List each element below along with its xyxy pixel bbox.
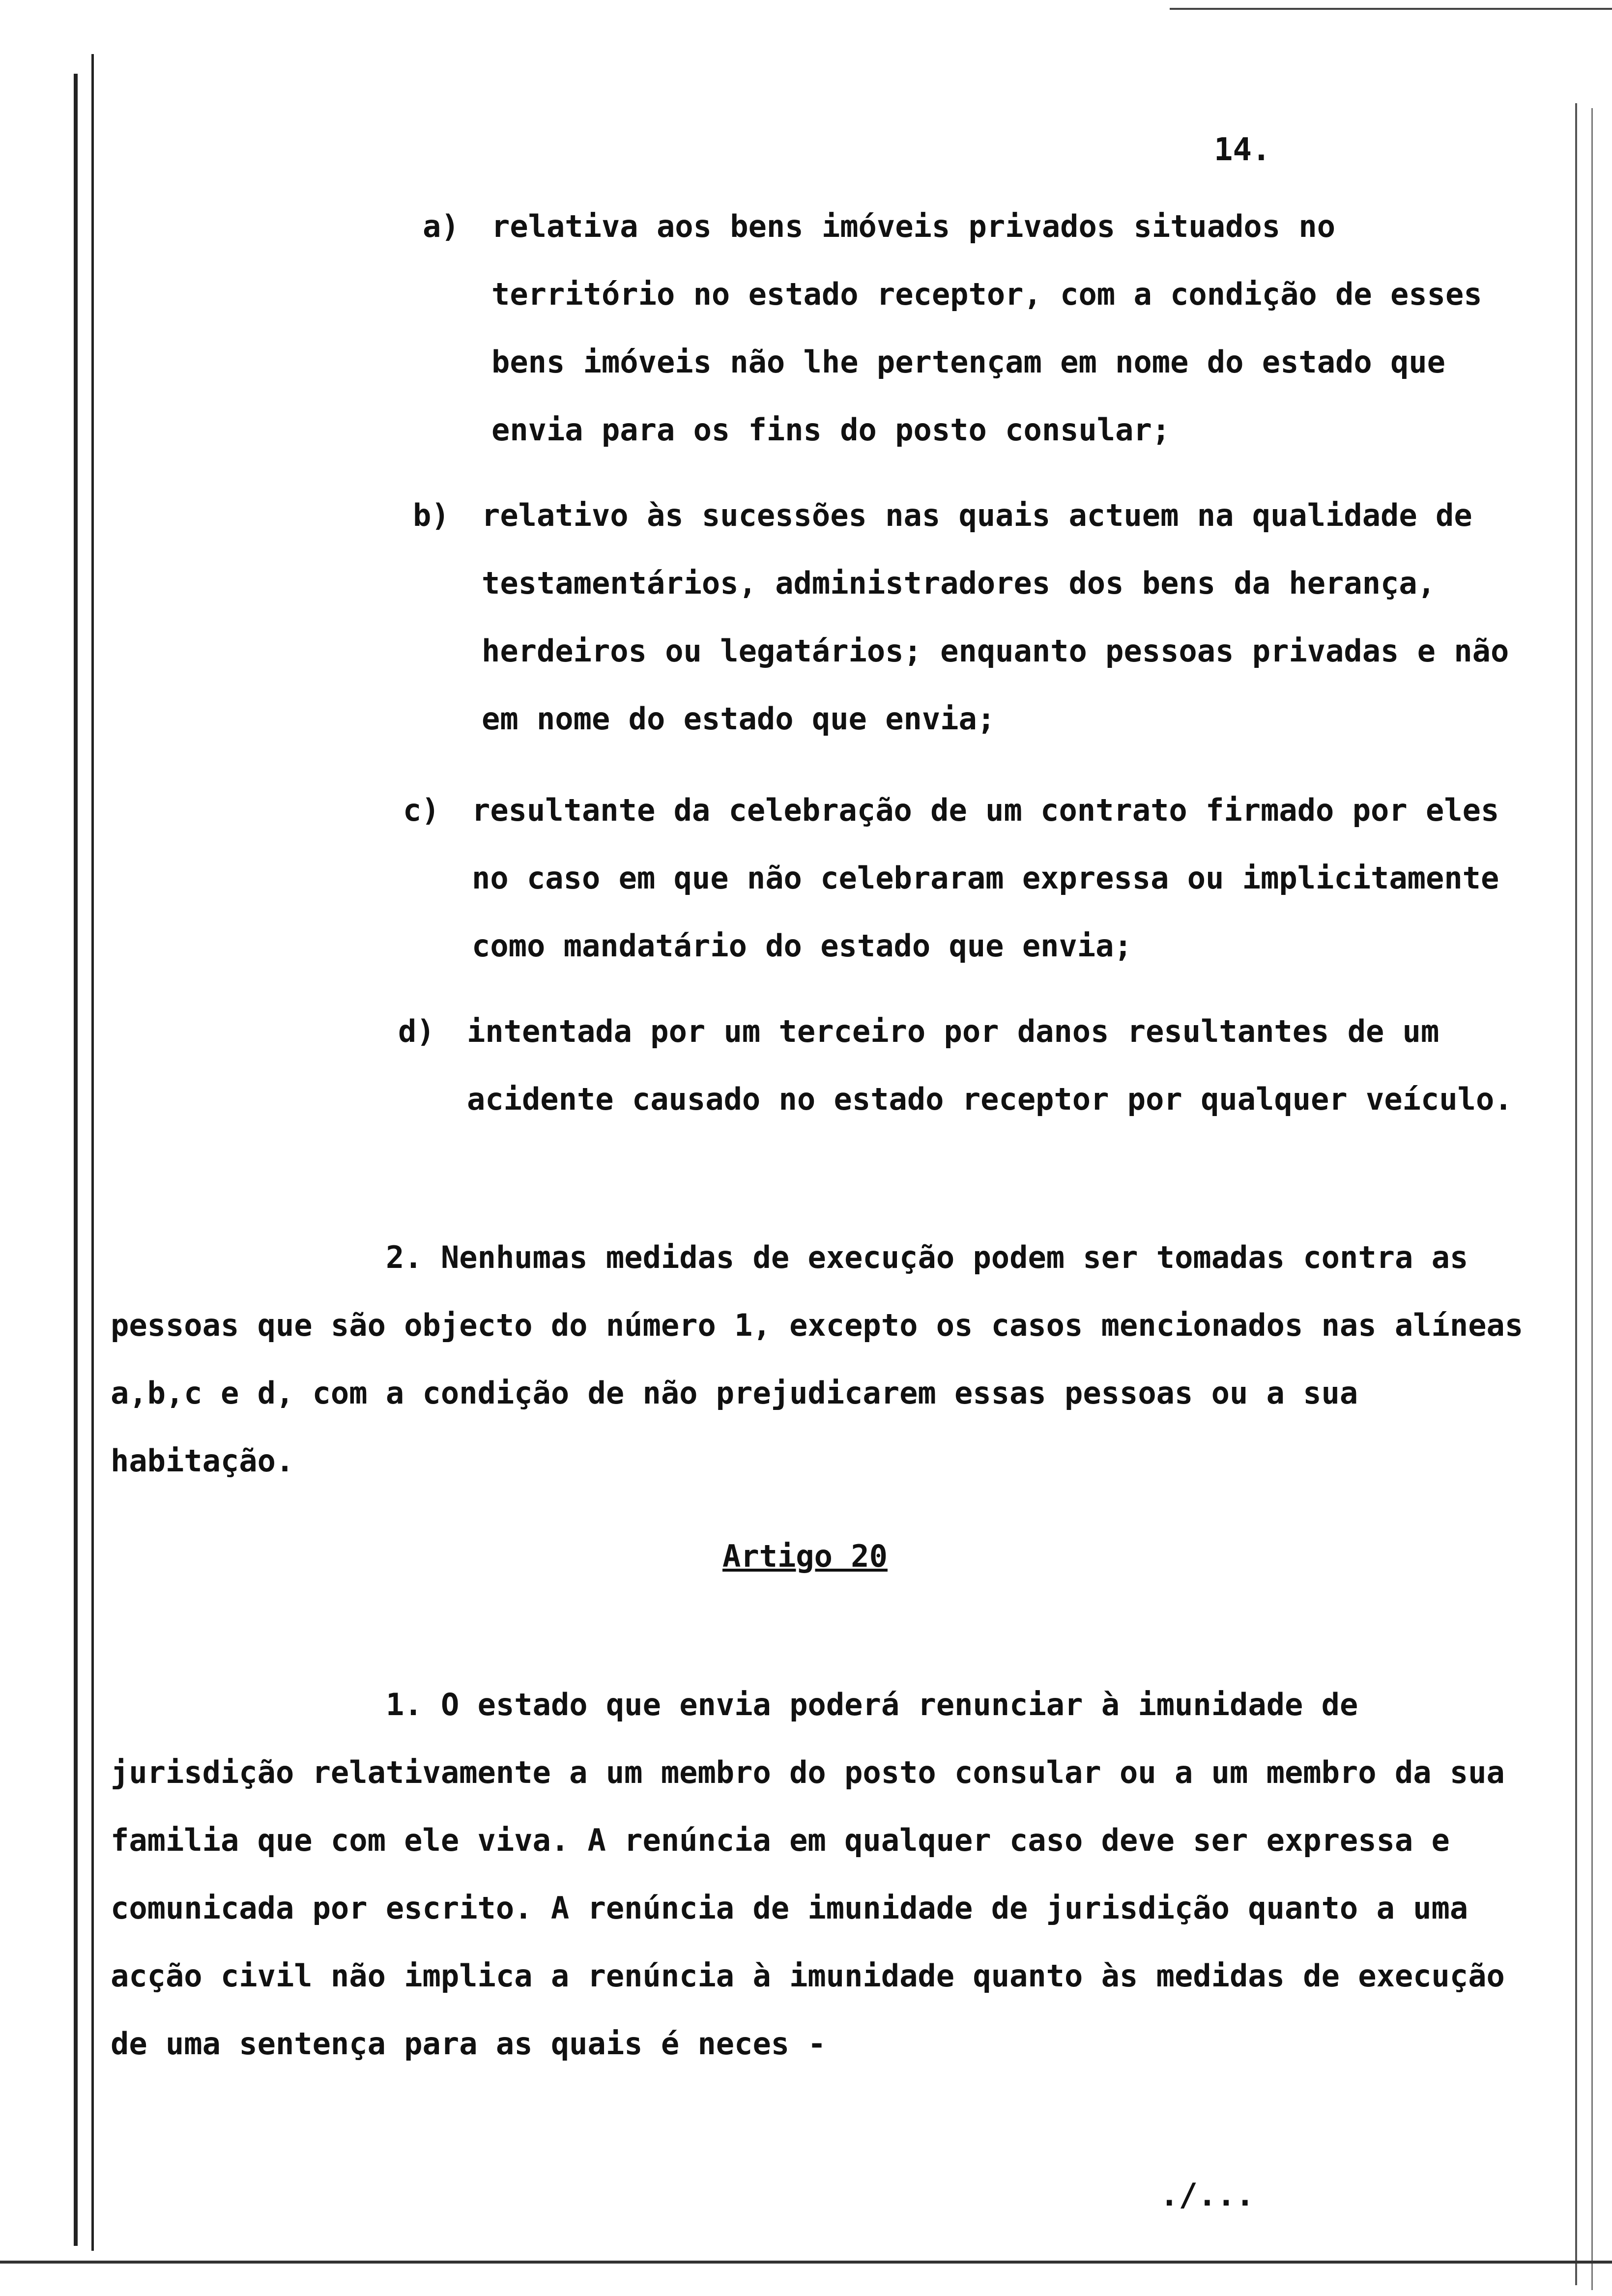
list-marker: a)	[423, 208, 460, 244]
list-marker: c)	[403, 792, 440, 828]
left-margin-rule	[74, 74, 78, 2246]
continuation-mark: ./...	[1160, 2177, 1255, 2213]
bottom-rule	[0, 2261, 1612, 2264]
top-rule	[1170, 8, 1612, 10]
article-heading: Artigo 20	[722, 1538, 888, 1574]
list-item-c	[403, 776, 1524, 980]
list-item-text: relativo às sucessões nas quais actuem na qualidade de testamentários, administradores dos bens da herança, herdeiros ou legatários; enquanto pessoas privadas e não em nome do estado que envia;	[482, 497, 1509, 737]
list-item-d	[398, 998, 1524, 1133]
list-item-text: relativa aos bens imóveis privados situados no território no estado receptor, com a condição de esses bens imóveis não lhe pertençam em nome do estado que envia para os fins do posto consular;	[491, 208, 1482, 448]
right-margin-rule	[1575, 103, 1577, 2285]
page-number: 14.	[1214, 132, 1271, 168]
right-margin-rule-outer	[1591, 108, 1593, 2290]
list-item-b	[413, 482, 1524, 753]
article-20-paragraph-1: 1. O estado que envia poderá renunciar à imunidade de jurisdição relativamente a um membro do posto consular ou a um membro da sua familia que com ele viva. A renúncia em qualquer caso deve ser expressa e comunicada por escrito. A renúncia de imunidade de jurisdição quanto a uma acção civil não implica a renúncia à imunidade quanto às medidas de execução de uma sentença para as quais é neces -	[111, 1687, 1505, 2062]
list-marker: b)	[413, 497, 450, 533]
list-marker: d)	[398, 1013, 435, 1049]
list-item-text: intentada por um terceiro por danos resultantes de um acidente causado no estado receptor por qualquer veículo.	[467, 1013, 1513, 1117]
list-item-text: resultante da celebração de um contrato firmado por eles no caso em que não celebraram expressa ou implicitamente como mandatário do estado que envia;	[472, 792, 1499, 964]
paragraph-2: 2. Nenhumas medidas de execução podem ser tomadas contra as pessoas que são objecto do número 1, excepto os casos mencionados nas alíneas a,b,c e d, com a condição de não prejudicarem essas pessoas ou a sua habitação.	[111, 1239, 1524, 1479]
left-margin-rule-inner	[91, 54, 94, 2251]
list-item-a	[423, 193, 1524, 464]
